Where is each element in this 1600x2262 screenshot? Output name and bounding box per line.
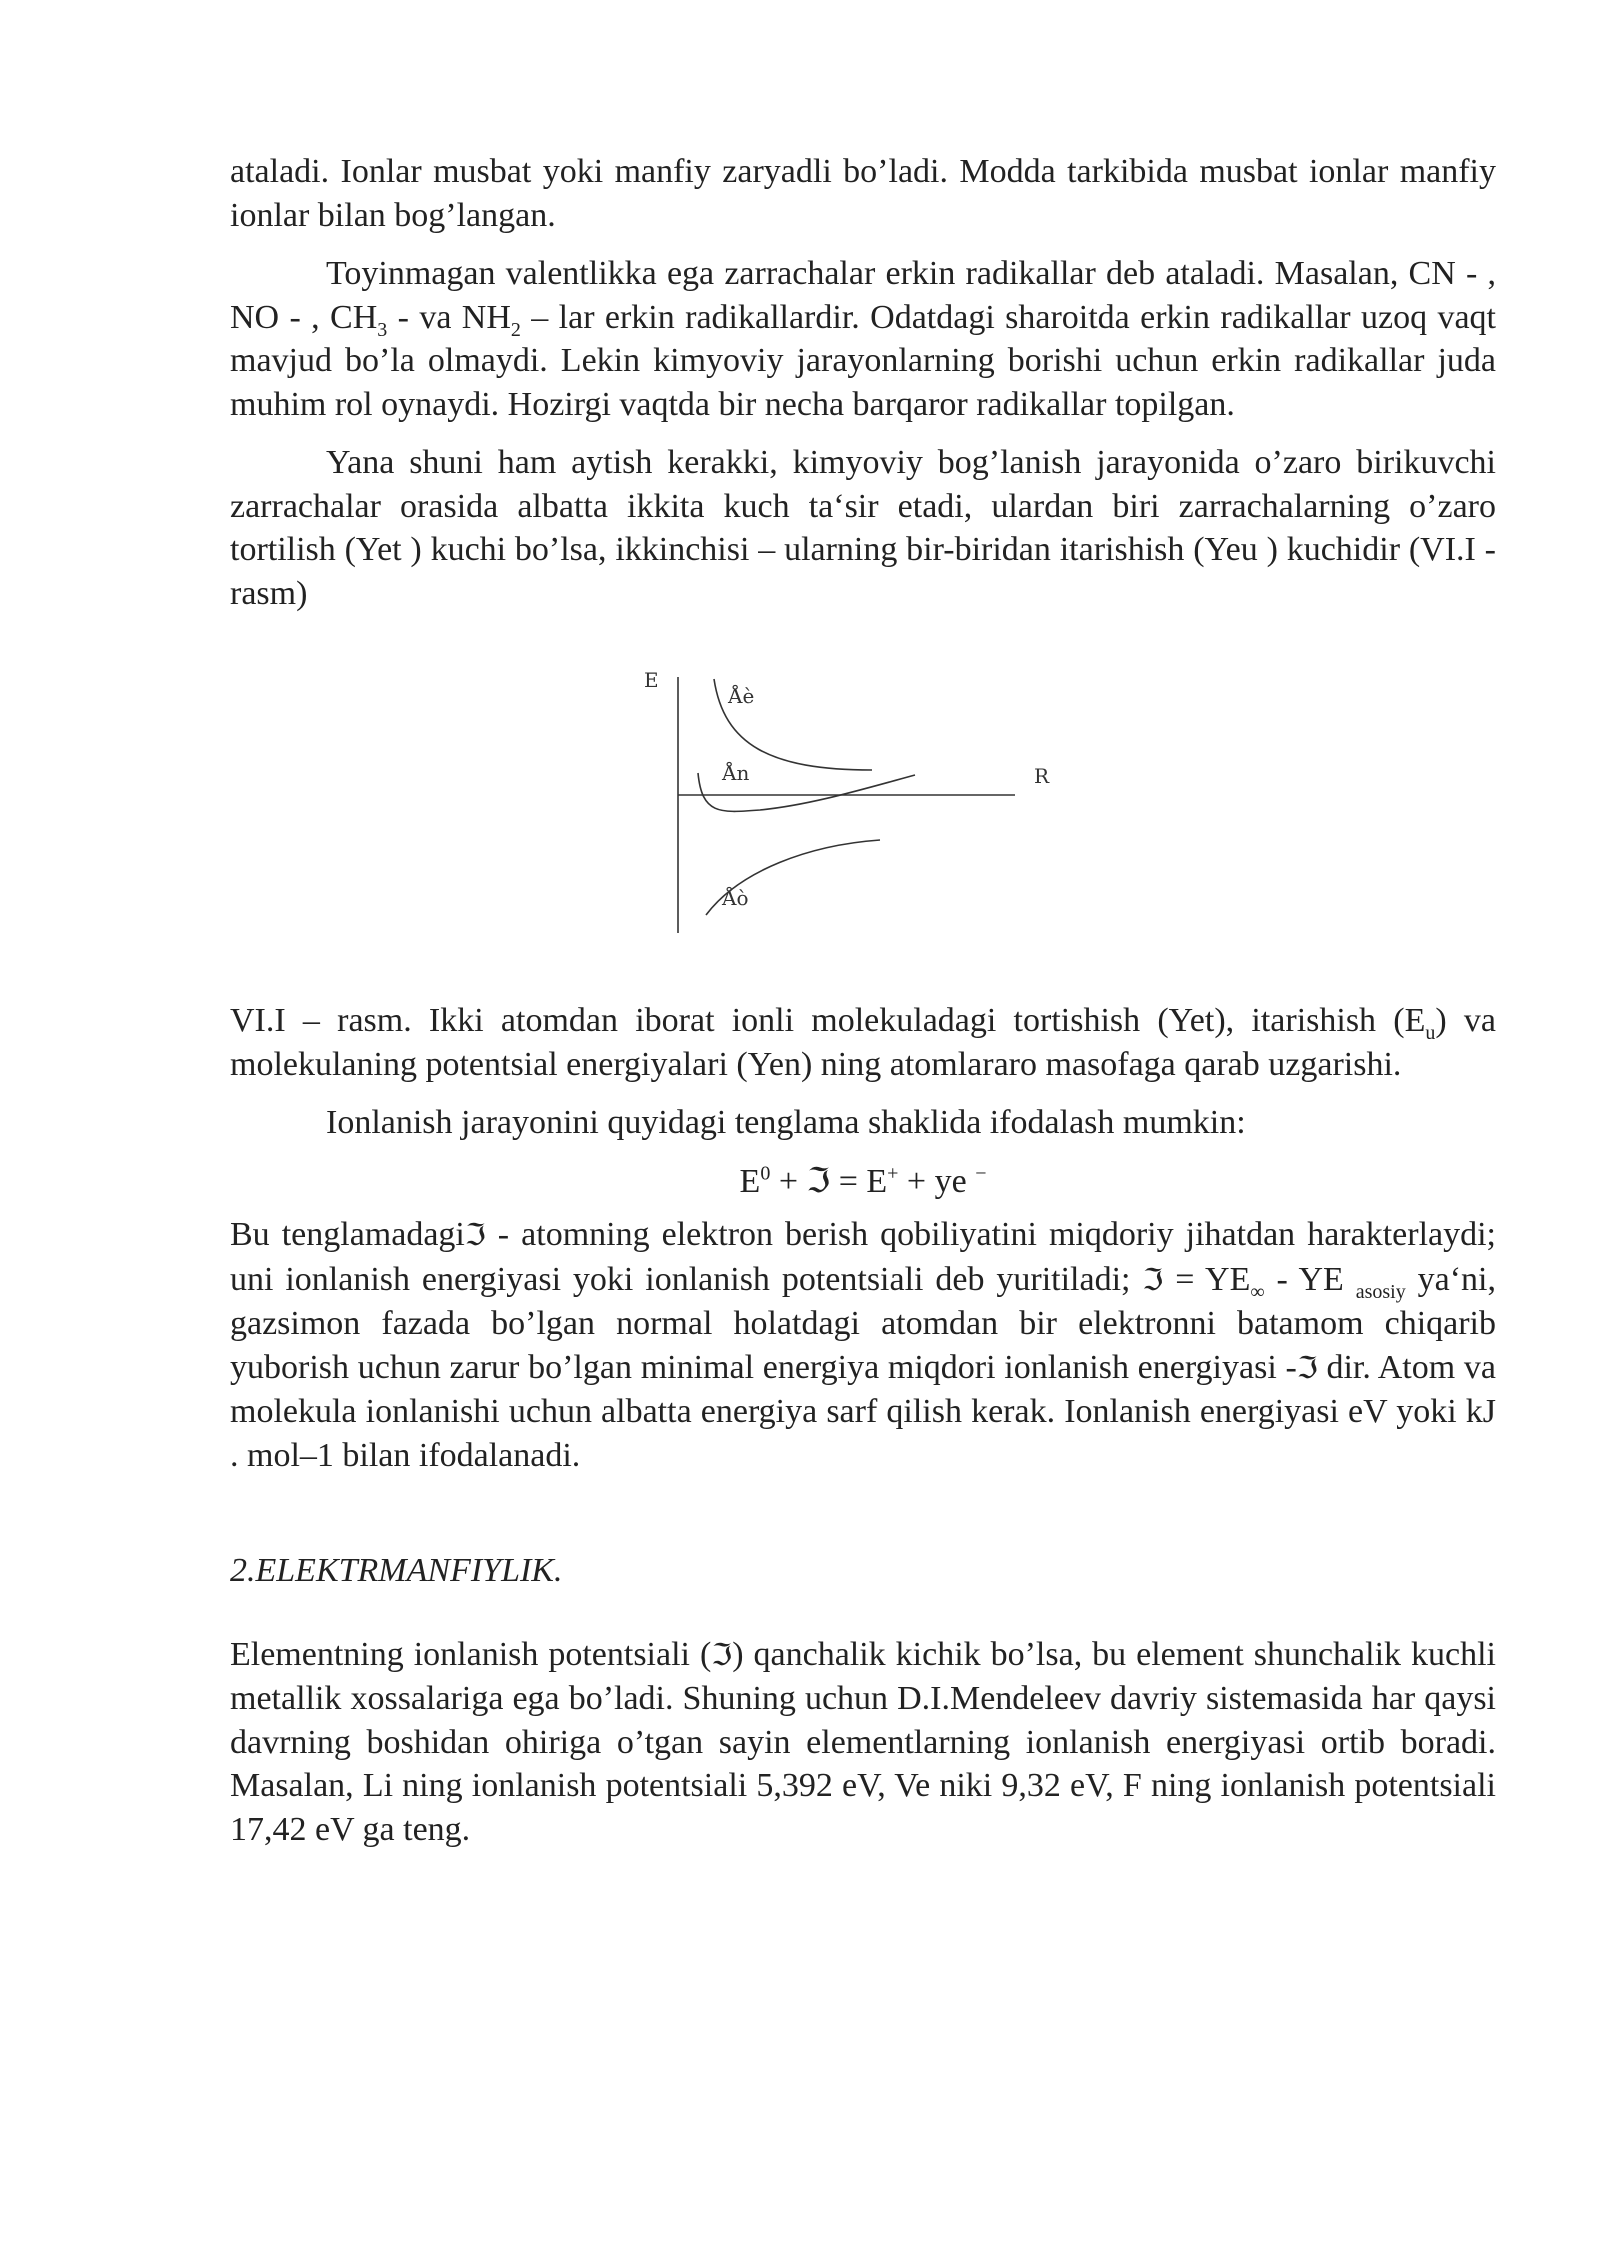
p5-text-d: - YE [1264, 1260, 1356, 1298]
paragraph-2 [230, 252, 1496, 426]
p5-sub-infinity: ∞ [1250, 1280, 1265, 1303]
eq-rest: + ye [898, 1162, 976, 1200]
energy-curves-figure [230, 655, 1496, 965]
figure-caption [230, 999, 1496, 1086]
document-page [230, 150, 1496, 1866]
p5-text-c: = YE [1163, 1260, 1251, 1298]
p2-sub-3: 3 [377, 318, 388, 341]
p5-sub-asosiy: asosiy [1355, 1280, 1406, 1303]
p6-text-b: ) qanchalik kichik bo’lsa, bu element shunchalik kuchli metallik xossalariga ega bo’ladi. Shuning uchun D.I.Mendeleev davriy sistemasida har qaysi davrning boshidan ohiriga o’tgan sayin elementlarning ionlanish energiyasi ortib boradi. Masalan, Li ning ionlanish potentsiali 5,392 eV, Ve niki 9,32 eV, F ning ionlanish potentsiali 17,42 eV ga teng. [230, 1635, 1496, 1848]
eq-plus-symbol: + ℑ = E [770, 1162, 888, 1200]
ionization-symbol: ℑ [464, 1218, 486, 1253]
p5-text-b: - atomning elektron berish qobiliyatini miqdoriy jihatdan harakterlaydi; uni ionlanish energiyasi yoki ionlanish potentsiali deb yuritiladi; [230, 1216, 1496, 1298]
p5-text-a: Bu tenglamadagi [230, 1216, 465, 1253]
p5-text-f: dir. Atom va molekula ionlanishi uchun albatta energiya sarf qilish kerak. Ionlanish energiyasi eV yoki kJ . mol–1 bilan ifodalanadi. [230, 1348, 1496, 1474]
eq-sup-0: 0 [760, 1162, 771, 1185]
ionization-equation [230, 1160, 1496, 1204]
caption-sub-u: u [1425, 1021, 1436, 1044]
p2-text-a: Toyinmagan valentlikka ega zarrachalar erkin radikallar deb ataladi. Masalan, CN - , NO - , CH [230, 255, 1496, 336]
paragraph-5 [230, 1213, 1496, 1477]
ionization-symbol-2: ℑ [1142, 1262, 1164, 1298]
curve-lower-label: Åò [722, 886, 749, 910]
eq-sup-plus: + [887, 1162, 899, 1185]
curve-upper-label: Åè [728, 684, 755, 708]
p2-sub-2: 2 [510, 318, 521, 341]
curve-middle-label: Ån [722, 761, 750, 785]
eq-e: E [739, 1162, 761, 1200]
eq-sup-minus: − [975, 1162, 987, 1185]
caption-text-a: VI.I – rasm. Ikki atomdan iborat ionli molekuladagi tortishish (Yet), itarishish (E [230, 1002, 1426, 1039]
axis-y-label: E [644, 668, 659, 692]
p2-text-b: - va NH [387, 298, 511, 336]
paragraph-4: Ionlanish jarayonini quyidagi tenglama shaklida ifodalash mumkin: [326, 1104, 1246, 1141]
paragraph-6 [230, 1633, 1496, 1852]
ionization-symbol-4: ℑ [711, 1637, 733, 1673]
paragraph-3: Yana shuni ham aytish kerakki, kimyoviy bog’lanish jarayonida o’zaro birikuvchi zarrachalar orasida albatta ikkita kuch ta‘sir etadi, ulardan biri zarrachalarning o’zaro tortilish (Yet ) kuchi bo’lsa, ikkinchisi – ularning bir-biridan itarishish (Yeu ) kuchidir (VI.I - rasm) [230, 444, 1496, 612]
p6-text-a: Elementning ionlanish potentsiali ( [230, 1635, 712, 1673]
ionization-symbol-3: ℑ [1296, 1350, 1318, 1386]
energy-curves-diagram [644, 655, 1070, 965]
paragraph-1: ataladi. Ionlar musbat yoki manfiy zaryadli bo’ladi. Modda tarkibida musbat ionlar manfiy ionlar bilan bog’langan. [230, 153, 1496, 234]
caption-text-b: ) va molekulaning potentsial energiyalari (Yen) ning atomlararo masofaga qarab uzgarishi. [230, 1002, 1496, 1083]
axis-x-label: R [1034, 764, 1050, 788]
section-heading: 2.ELEKTRMANFIYLIK. [230, 1552, 563, 1589]
p2-text-c: – lar erkin radikallardir. Odatdagi sharoitda erkin radikallar uzoq vaqt mavjud bo’la olmaydi. Lekin kimyoviy jarayonlarning borishi uchun erkin radikallar juda muhim rol oynaydi. Hozirgi vaqtda bir necha barqaror radikallar topilgan. [230, 298, 1496, 423]
p5-text-e: ya‘ni, gazsimon fazada bo’lgan normal holatdagi atomdan bir elektronni batamom chiqarib yuborish uchun zarur bo’lgan minimal energiya miqdori ionlanish energiyasi - [230, 1260, 1496, 1386]
